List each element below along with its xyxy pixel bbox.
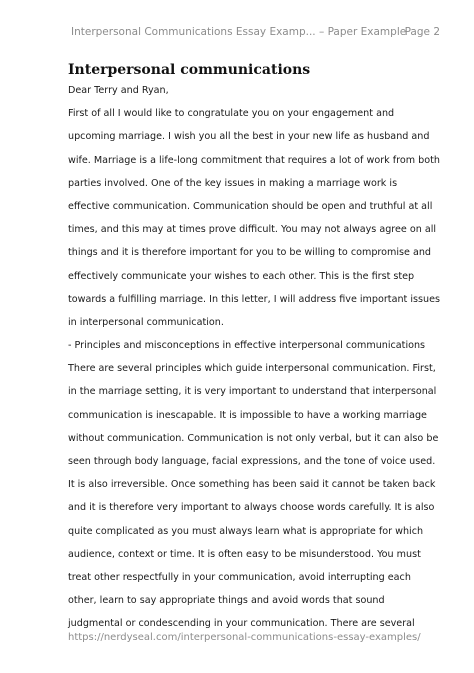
body-line: parties involved. One of the key issues in making a marriage work is: [68, 177, 398, 189]
body-line: and it is therefore very important to always choose words carefully. It is also: [68, 502, 435, 514]
body-line: times, and this may at times prove difficult. You may not always agree on all: [68, 224, 437, 236]
salutation-line: Dear Terry and Ryan,: [68, 85, 169, 96]
body-line: There are several principles which guide interpersonal communication. First,: [68, 363, 436, 375]
body-line: effectively communicate your wishes to each other. This is the first step: [68, 270, 415, 282]
body-line: audience, context or time. It is often easy to be misunderstood. You must: [68, 548, 421, 560]
source-url-link[interactable]: https://nerdyseal.com/interpersonal-communications-essay-examples/: [68, 632, 421, 643]
body-line: other, learn to say appropriate things and avoid words that sound: [68, 595, 385, 607]
body-line: without communication. Communication is not only verbal, but it can also be: [68, 432, 439, 444]
document-body: [68, 79, 468, 636]
body-line: treat other respectfully in your communication, avoid interrupting each: [68, 571, 411, 583]
body-line: wife. Marriage is a life-long commitment that requires a lot of work from both: [68, 154, 440, 166]
body-line: effective communication. Communication should be open and truthful at all: [68, 200, 433, 212]
document-heading: Interpersonal communications: [68, 62, 311, 78]
body-line: things and it is therefore important for you to be willing to compromise and: [68, 247, 432, 259]
page-number: Page 2: [404, 26, 440, 38]
body-line: in interpersonal communication.: [68, 316, 224, 328]
header-title: Interpersonal Communications Essay Examp... – Paper Example: [71, 26, 407, 38]
body-line: upcoming marriage. I wish you all the best in your new life as husband and: [68, 131, 430, 143]
body-line: It is also irreversible. Once something has been said it cannot be taken back: [68, 479, 436, 491]
body-line: quite complicated as you must always learn what is appropriate for which: [68, 525, 424, 537]
body-line: towards a fulfilling marriage. In this letter, I will address five important issues: [68, 293, 440, 305]
body-line: seen through body language, facial expressions, and the tone of voice used.: [68, 456, 436, 467]
body-line: judgmental or condescending in your communication. There are several: [68, 618, 415, 630]
section-subheading-line: - Principles and misconceptions in effective interpersonal communications: [68, 340, 426, 352]
body-line: in the marriage setting, it is very important to understand that interpersonal: [68, 386, 437, 398]
body-line: communication is inescapable. It is impossible to have a working marriage: [68, 409, 427, 421]
body-line: First of all I would like to congratulate you on your engagement and: [68, 108, 395, 120]
page-header: [0, 26, 474, 42]
